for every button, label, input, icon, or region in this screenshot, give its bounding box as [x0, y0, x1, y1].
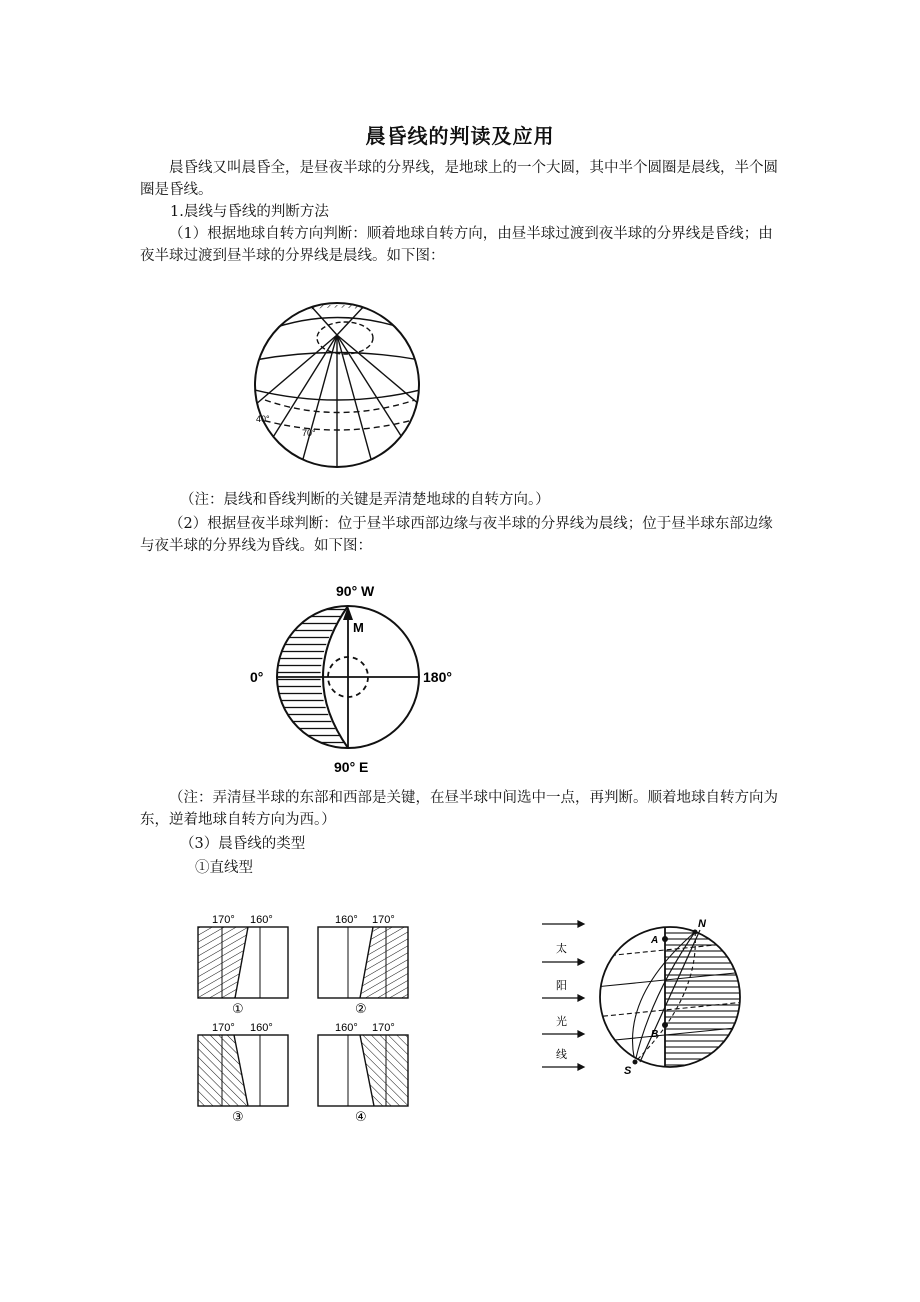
globe-rotation-figure	[250, 300, 425, 470]
south-pole-label: S	[624, 1065, 632, 1077]
method-1-paragraph: （1）根据地球自转方向判断：顺着地球自转方向，由昼半球过渡到夜半球的分界线是昏线；由夜半球过渡到昼半球的分界线是晨线。如下图：	[140, 226, 773, 264]
panel-3	[198, 1022, 288, 1124]
panel-4-label-b: 170°	[372, 1022, 395, 1034]
label-90e: 90° E	[334, 759, 369, 775]
point-m-label: M	[353, 620, 364, 635]
sun-char-1: 太	[556, 943, 567, 955]
subtype-straight-line: ①直线型	[195, 860, 253, 876]
label-180-degrees: 180°	[423, 669, 452, 685]
intro-paragraph: 晨昏线又叫晨昏全，是昼夜半球的分界线，是地球上的一个大圆，其中半个圆圈是晨线，半个圆圈是昏线。	[140, 160, 778, 198]
north-pole-label: N	[698, 918, 706, 930]
point-b-label: B	[651, 1029, 659, 1040]
panel-1-label-b: 160°	[250, 914, 273, 926]
sun-char-2: 阳	[556, 980, 567, 992]
panel-3-number: ③	[232, 1109, 244, 1124]
panel-3-label-b: 160°	[250, 1022, 273, 1034]
panel-3-label-a: 170°	[212, 1022, 235, 1034]
straight-line-panels-figure	[190, 905, 490, 1135]
note-2: （注：弄清昼半球的东部和西部是关键，在昼半球中间选中一点，再判断。顺着地球自转方向为东，逆着地球自转方向为西。）	[140, 790, 778, 828]
sun-char-3: 光	[556, 1016, 567, 1028]
panel-4-number: ④	[355, 1109, 367, 1124]
label-0-degrees: 0°	[250, 669, 264, 685]
sun-char-4: 线	[556, 1049, 567, 1061]
panel-1-label-a: 170°	[212, 914, 235, 926]
note-1: （注：晨线和昏线判断的关键是弄清楚地球的自转方向。）	[180, 492, 550, 508]
type-heading: （3）晨昏线的类型	[180, 836, 306, 852]
polar-daynight-figure	[248, 578, 463, 778]
panel-2-number: ②	[355, 1001, 367, 1016]
section-heading-1: 1.晨线与昏线的判断方法	[170, 204, 329, 220]
sunlight-globe-figure	[540, 912, 750, 1082]
panel-2-label-b: 170°	[372, 914, 395, 926]
latitude-40-label: 40°	[256, 414, 270, 424]
panel-2-label-a: 160°	[335, 914, 358, 926]
label-90w: 90° W	[336, 583, 375, 599]
panel-1-number: ①	[232, 1001, 244, 1016]
point-a-label: A	[651, 935, 659, 946]
panel-4-label-a: 160°	[335, 1022, 358, 1034]
panel-2	[318, 914, 408, 1016]
method-2-paragraph: （2）根据昼夜半球判断：位于昼半球西部边缘与夜半球的分界线为晨线；位于昼半球东部边缘与夜半球的分界线为昏线。如下图：	[140, 516, 773, 554]
latitude-70-label: 70°	[302, 428, 316, 438]
page-title: 晨昏线的判读及应用	[365, 124, 555, 148]
panel-1	[198, 914, 288, 1016]
panel-4	[318, 1022, 408, 1124]
